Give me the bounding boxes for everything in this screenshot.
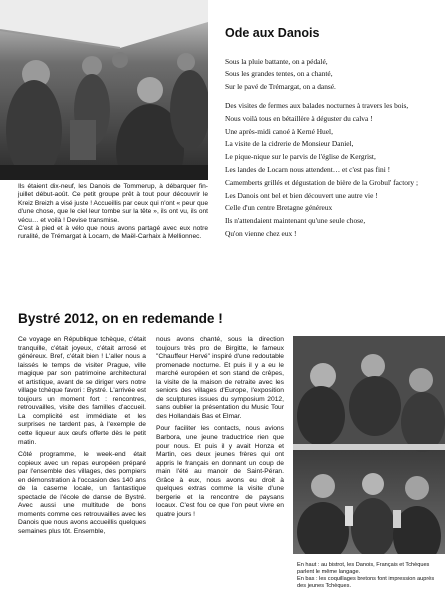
caption-line: En bas : les coquillages bretons font impression auprès des jeunes Tchèques. [297,576,435,589]
bar-photo-bystre [293,336,445,554]
ode-title: Ode aux Danois [225,26,320,40]
poem-line: Qu'on vienne chez eux ! [225,228,297,238]
article-paragraph: Pour faciliter les contacts, nous avions Barbora, une jeune traductrice rien que pour nous. Et puis il y avait Honza et Martin, ces deux jeunes frères qui ont appris le français en donnant un coup de main l'été au manoir de Saint-Péran. Grâce à eux, nous avons eu droit à quelques extras comme la visite d'une bergerie et la rencontre de paysans locaux. C'est fou ce que l'on peut vivre en quatre jours ! [156,425,284,518]
poem-line: Ils n'attendaient maintenant qu'une seule chose, [225,216,366,226]
poem-line: Nous voilà tous en bétaillère à déguster du calva ! [225,113,373,123]
bar-photo-illustration [293,336,445,554]
poem-line: La visite de la cidrerie de Monsieur Daniel, [225,139,354,149]
poem-line: Le pique-nique sur le parvis de l'église de Kergrist, [225,152,376,162]
article-paragraph: Côté programme, le week-end était copieux avec un repas européen préparé par l'ensemble des villages, des pompiers en démonstration à l'occasion des 140 ans de la caserne locale, un fantastique spectacle de l'école de danse de Bystré. Avec aussi une multitude de bons moments comme ces retrouvailles avec les Danois que nous avons accueillis quelques semaines plus tôt. Ensemble, [18,451,146,536]
caption-line: En haut : au bistrot, les Danois, Français et Tchèques parlent le même langage. [297,562,430,575]
poem-line: Sur le pavé de Trémargat, on a dansé. [225,81,336,91]
poem-line: Camemberts grillés et dégustation de bière de la Grobul' factory ; [225,177,419,187]
poem-line: Sous les grandes tentes, on a chanté, [225,69,333,79]
article-title: Bystré 2012, on en redemande ! [18,311,223,326]
caption-paragraph: C'est à pied et à vélo que nous avons partagé avec eux notre ruralité, de Trémargat à Locarn, de Maël-Carhaix à Mellionnec. [18,225,208,241]
poem-line: Sous la pluie battante, on a pédalé, [225,57,328,66]
caption-paragraph: Ils étaient dix-neuf, les Danois de Tommerup, à débarquer fin-juillet début-août. Ce petit groupe prêt à tout pour découvrir le Kreiz Breizh a visé juste ! Accueillis par ceux qui n'ont « peur que d'une chose, que le ciel leur tombe sur la tête », ils ont vu, ils ont vécu… et voilà ! Devise transmise. [18,183,209,224]
poem-line: Les Danois ont bel et bien découvert une autre vie ! [225,190,378,200]
group-photo-danes [0,0,208,180]
article-column-2 [156,336,284,523]
poem-stanza [225,56,435,93]
article-column-1 [18,336,146,541]
article-paragraph: Ce voyage en République tchèque, c'était tranquille, c'était joyeux, c'était arrosé et généreux. Bref, c'était bien ! L'aller nous a laissés le temps de visiter Prague, ville magique par son patrimoine architectural et artistique, avant de se diriger vers notre village tchèque favori : Bystré. L'arrivée est toujours un moment fort : rencontres, retrouvailles, visite des familles d'accueil. La complicité est immédiate et les surprises ne tardent pas, à l'exemple de cette liqueur aux œufs offerte dès le petit matin. [18,336,146,446]
top-photo-caption [18,183,208,242]
poem-stanza [225,100,435,241]
bottom-photo-caption [297,562,443,590]
poem-line: Une après-midi canoé à Kerné Huel, [225,126,333,136]
poem-line: Celle d'un centre Bretagne généreux [225,203,333,213]
article-paragraph: nous avons chanté, sous la direction toujours très pro de Birgitte, le fameux "Chauffeur Hervé" inspiré d'une redoutable promenade nocturne. Et puis il y a eu le marché européen et son stand de crêpes, la visite de la maison de retraite avec les seniors des villages d'Europe, l'exposition de sculptures issues du symposium 2012, sans oublier la présentation du Music Tour des Hollandais Bas et Elmar. [156,336,284,420]
group-photo-illustration [0,0,208,180]
poem-line: Les landes de Locarn nous attendent… et c'est pas fini ! [225,164,391,174]
poem-line: Des visites de fermes aux balades nocturnes à travers les bois, [225,101,409,110]
